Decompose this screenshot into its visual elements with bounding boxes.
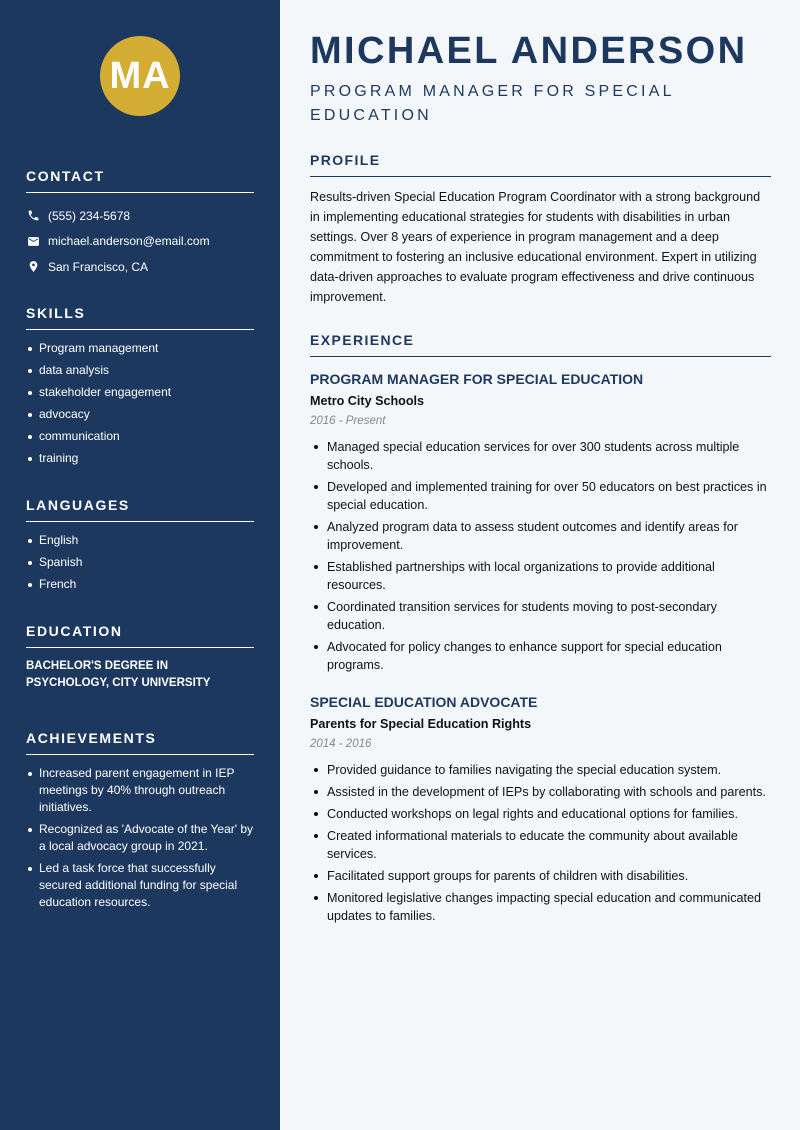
job-bullet: Facilitated support groups for parents of children with disabilities. (310, 867, 771, 885)
achievement-item: Recognized as 'Advocate of the Year' by a local advocacy group in 2021. (26, 821, 254, 855)
skill-item: stakeholder engagement (26, 384, 254, 401)
phone-icon (26, 209, 40, 223)
achievements-list (26, 765, 254, 911)
skill-item: training (26, 450, 254, 467)
achievements-section (26, 730, 254, 916)
monogram-avatar: MA (100, 36, 180, 116)
contact-section (26, 168, 254, 280)
job-title: SPECIAL EDUCATION ADVOCATE (310, 694, 538, 710)
experience-heading: EXPERIENCE (310, 332, 771, 357)
contact-email (26, 229, 254, 255)
job-dates: 2014 - 2016 (310, 738, 372, 750)
education-heading: EDUCATION (26, 623, 254, 648)
contact-location (26, 254, 254, 280)
job-bullet: Provided guidance to families navigating the special education system. (310, 761, 771, 779)
language-item: Spanish (26, 554, 254, 571)
email-text: michael.anderson@email.com (48, 234, 210, 249)
language-item: English (26, 532, 254, 549)
contact-heading: CONTACT (26, 168, 254, 193)
education-section (26, 623, 254, 692)
education-degree: BACHELOR'S DEGREE IN PSYCHOLOGY, CITY UNIVERSITY (26, 660, 211, 689)
job-bullet: Analyzed program data to assess student outcomes and identify areas for improvement. (310, 518, 771, 554)
job-title: PROGRAM MANAGER FOR SPECIAL EDUCATION (310, 371, 644, 387)
skill-item: advocacy (26, 406, 254, 423)
email-icon (26, 234, 40, 248)
languages-heading: LANGUAGES (26, 497, 254, 522)
profile-text: Results-driven Special Education Program Coordinator with a strong background in implementing educational strategies for students with disabilities in urban settings. Over 8 years of experience in program management and a deep commitment to fostering an inclusive educational environment. Expert in utilizing data-driven approaches to evaluate program effectiveness and drive continuous improvement. (310, 190, 761, 304)
candidate-name: MICHAEL ANDERSON (310, 30, 748, 72)
job-bullet: Coordinated transition services for students moving to post-secondary education. (310, 598, 771, 634)
job-company: Parents for Special Education Rights (310, 717, 532, 731)
experience-entry (310, 693, 771, 929)
language-item: French (26, 576, 254, 593)
location-pin-icon (26, 260, 40, 274)
job-bullet: Created informational materials to educate the community about available services. (310, 827, 771, 863)
skill-item: Program management (26, 340, 254, 357)
location-text: San Francisco, CA (48, 259, 149, 274)
job-dates: 2016 - Present (310, 415, 386, 427)
skill-item: communication (26, 428, 254, 445)
languages-list (26, 532, 254, 593)
skills-heading: SKILLS (26, 305, 254, 330)
job-bullet: Advocated for policy changes to enhance support for special education programs. (310, 638, 771, 674)
job-bullet: Monitored legislative changes impacting special education and communicated updates to families. (310, 889, 771, 925)
achievements-heading: ACHIEVEMENTS (26, 730, 254, 755)
candidate-role: PROGRAM MANAGER FOR SPECIAL EDUCATION (310, 83, 675, 124)
phone-text: (555) 234-5678 (48, 208, 131, 223)
job-bullet: Established partnerships with local organizations to provide additional resources. (310, 558, 771, 594)
skill-item: data analysis (26, 362, 254, 379)
job-company: Metro City Schools (310, 394, 425, 408)
experience-entry (310, 370, 771, 678)
profile-heading: PROFILE (310, 152, 771, 177)
languages-section (26, 497, 254, 598)
skills-list (26, 340, 254, 467)
skills-section (26, 305, 254, 472)
job-bullets (310, 438, 771, 674)
job-bullet: Conducted workshops on legal rights and educational options for families. (310, 805, 771, 823)
job-bullet: Managed special education services for over 300 students across multiple schools. (310, 438, 771, 474)
achievement-item: Led a task force that successfully secured additional funding for special education resources. (26, 860, 254, 911)
job-bullet: Assisted in the development of IEPs by collaborating with schools and parents. (310, 783, 771, 801)
sidebar (0, 0, 280, 1130)
job-bullet: Developed and implemented training for over 50 educators on best practices in special education. (310, 478, 771, 514)
job-bullets (310, 761, 771, 925)
achievement-item: Increased parent engagement in IEP meetings by 40% through outreach initiatives. (26, 765, 254, 816)
contact-phone (26, 203, 254, 229)
